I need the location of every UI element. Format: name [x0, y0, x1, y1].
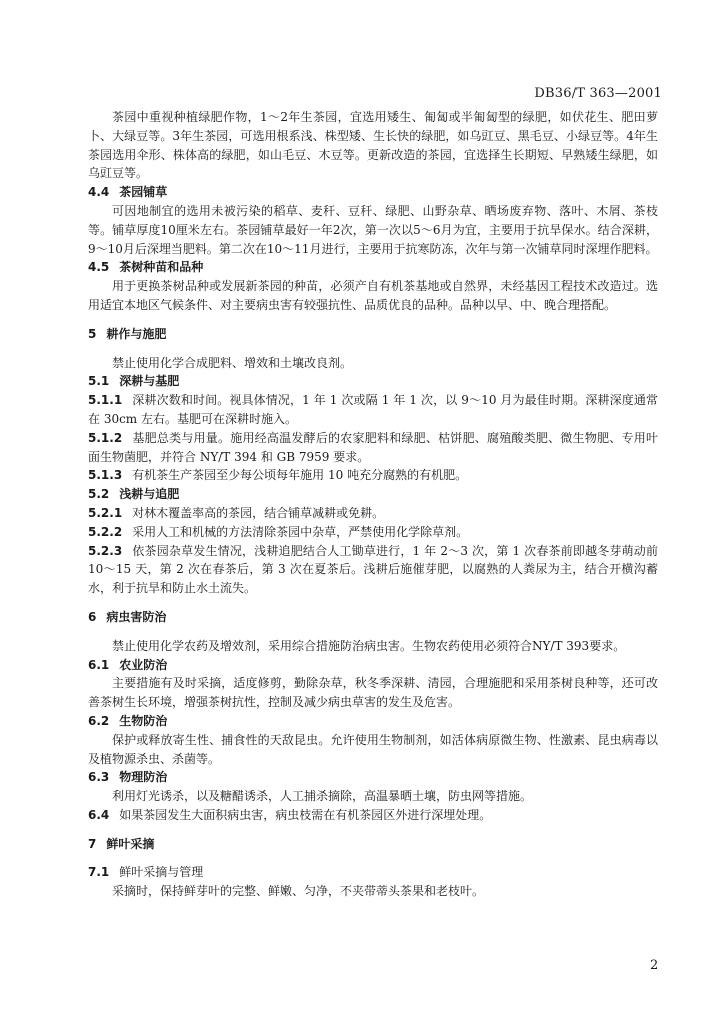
body-paragraph: 主要措施有及时采摘，适度修剪，勤除杂草，秋冬季深耕、清园，合理施肥和采用茶树良种等，还可改善茶树生长环境，增强茶树抗性，控制及减少病虫草害的发生及危害。 — [88, 676, 658, 710]
section-title: 鲜叶采摘 — [106, 836, 155, 851]
body-paragraph: 保护或释放寄生性、捕食性的天敌昆虫。允许使用生物制剂，如活体病原微生物、性激素、昆虫病毒以及植物源杀虫、杀菌等。 — [88, 732, 658, 766]
section-number: 5.1.2 — [88, 430, 123, 445]
section-gap — [88, 344, 658, 354]
section-heading — [88, 258, 658, 277]
section-number: 4.5 — [88, 260, 110, 275]
section-title: 浅耕与追肥 — [119, 487, 180, 502]
section-title: 耕作与施肥 — [106, 326, 167, 341]
section-number: 4.4 — [88, 185, 110, 200]
clause-text: 有机茶生产茶园至少每公顷每年施用 10 吨充分腐熟的有机肥。 — [132, 468, 468, 483]
section-gap — [88, 627, 658, 637]
clause-item — [88, 542, 658, 598]
section-title: 茶树种苗和品种 — [119, 260, 204, 275]
clause-item — [88, 523, 658, 542]
section-title: 深耕与基肥 — [119, 374, 180, 389]
section-heading — [88, 485, 658, 504]
body-paragraph: 可因地制宜的选用未被污染的稻草、麦秆、豆秆、绿肥、山野杂草、晒场废弃物、落叶、木屑、茶枝等。铺草厚度10厘米左右。茶园铺草最好一年2次，第一次以5～6月为宜，主要用于抗旱保水。结合深耕，9～10月后深埋当肥料。第二次在10～11月进行，主要用于抗寒防冻，次年与第一次铺草同时深埋作肥料。 — [88, 203, 658, 256]
section-number: 5.1 — [88, 374, 110, 389]
section-number: 6.4 — [88, 807, 110, 822]
section-heading — [88, 656, 658, 675]
section-gap — [88, 853, 658, 863]
section-number: 6.3 — [88, 770, 110, 785]
section-number: 5.1.3 — [88, 468, 123, 483]
section-title: 茶园铺草 — [119, 185, 168, 200]
section-heading — [88, 608, 658, 627]
section-number: 7 — [88, 836, 97, 851]
section-number: 6.1 — [88, 657, 110, 672]
section-number: 6 — [88, 609, 97, 624]
section-title: 农业防治 — [119, 657, 168, 672]
clause-item — [88, 429, 658, 467]
section-heading — [88, 325, 658, 344]
section-heading — [88, 768, 658, 787]
body-paragraph: 禁止使用化学农药及增效剂，采用综合措施防治病虫害。生物农药使用必须符合NY/T 393要求。 — [112, 638, 626, 653]
section-heading — [88, 183, 658, 202]
standard-code: DB36/T 363—2001 — [534, 86, 662, 101]
section-number: 5.2 — [88, 487, 110, 502]
section-number: 7.1 — [88, 865, 110, 880]
section-heading — [88, 835, 658, 854]
page-number: 2 — [650, 958, 659, 973]
section-number: 5 — [88, 326, 97, 341]
section-title: 病虫害防治 — [106, 609, 167, 624]
document-body — [88, 108, 658, 901]
clause-text: 鲜叶采摘与管理 — [119, 865, 204, 880]
section-gap — [88, 315, 658, 325]
body-paragraph: 采摘时，保持鲜芽叶的完整、鲜嫩、匀净，不夹带蒂头茶果和老枝叶。 — [112, 884, 485, 899]
section-heading — [88, 712, 658, 731]
clause-text: 依茶园杂草发生情况，浅耕追肥结合人工锄草进行，1 年 2～3 次，第 1 次春茶前即越冬芽萌动前 10～15 天，第 2 次在春茶后，第 3 次在夏茶后。浅耕后施催芽肥，以腐熟的人粪尿为主，结合开横沟蓄水，利于抗旱和防止水土流失。 — [88, 543, 658, 596]
section-heading — [88, 372, 658, 391]
section-title: 物理防治 — [119, 770, 168, 785]
clause-item — [88, 806, 658, 825]
body-paragraph: 用于更换茶树品种或发展新茶园的种苗，必须产自有机茶基地或自然界，未经基因工程技术改造过。选用适宜本地区气候条件、对主要病虫害有较强抗性、品质优良的品种。品种以早、中、晚合理搭配。 — [88, 279, 658, 312]
clause-item — [88, 466, 658, 485]
clause-text: 对林木覆盖率高的茶园，结合铺草减耕或免耕。 — [132, 505, 385, 520]
clause-text: 深耕次数和时间。视具体情况，1 年 1 次或隔 1 年 1 次，以 9～10 月为最佳时期。深耕深度通常在 30cm 左右。基肥可在深耕时施入。 — [88, 393, 658, 426]
section-title: 生物防治 — [119, 713, 168, 728]
body-paragraph: 禁止使用化学合成肥料、增效和土壤改良剂。 — [112, 355, 353, 370]
clause-item — [88, 863, 658, 882]
section-number: 6.2 — [88, 713, 110, 728]
clause-item — [88, 504, 658, 523]
clause-item — [88, 391, 658, 429]
body-paragraph: 茶园中重视种植绿肥作物，1～2年生茶园，宜选用矮生、匍匐或半匍匐型的绿肥，如伏花生、肥田萝卜、大绿豆等。3年生茶园，可选用根系浅、株型矮、生长快的绿肥，如乌豇豆、黑毛豆、小绿豆等。4年生茶园选用伞形、株体高的绿肥，如山毛豆、木豆等。更新改造的茶园，宜选择生长期短、早熟矮生绿肥，如乌豇豆等。 — [88, 110, 658, 181]
section-number: 5.2.2 — [88, 524, 123, 539]
section-gap — [88, 825, 658, 835]
section-number: 5.2.1 — [88, 505, 123, 520]
body-paragraph: 利用灯光诱杀，以及糖醋诱杀，人工捕杀摘除，高温暴晒土壤，防虫网等措施。 — [112, 789, 533, 804]
clause-text: 基肥总类与用量。施用经高温发酵后的农家肥料和绿肥、枯饼肥、腐殖酸类肥、微生物肥、专用叶面生物菌肥，并符合 NY/T 394 和 GB 7959 要求。 — [88, 430, 658, 464]
section-number: 5.1.1 — [88, 393, 123, 408]
section-gap — [88, 598, 658, 608]
clause-text: 如果茶园发生大面积病虫害，病虫枝需在有机茶园区外进行深埋处理。 — [119, 807, 492, 822]
section-number: 5.2.3 — [88, 543, 123, 558]
clause-text: 采用人工和机械的方法清除茶园中杂草，严禁使用化学除草剂。 — [132, 524, 469, 539]
